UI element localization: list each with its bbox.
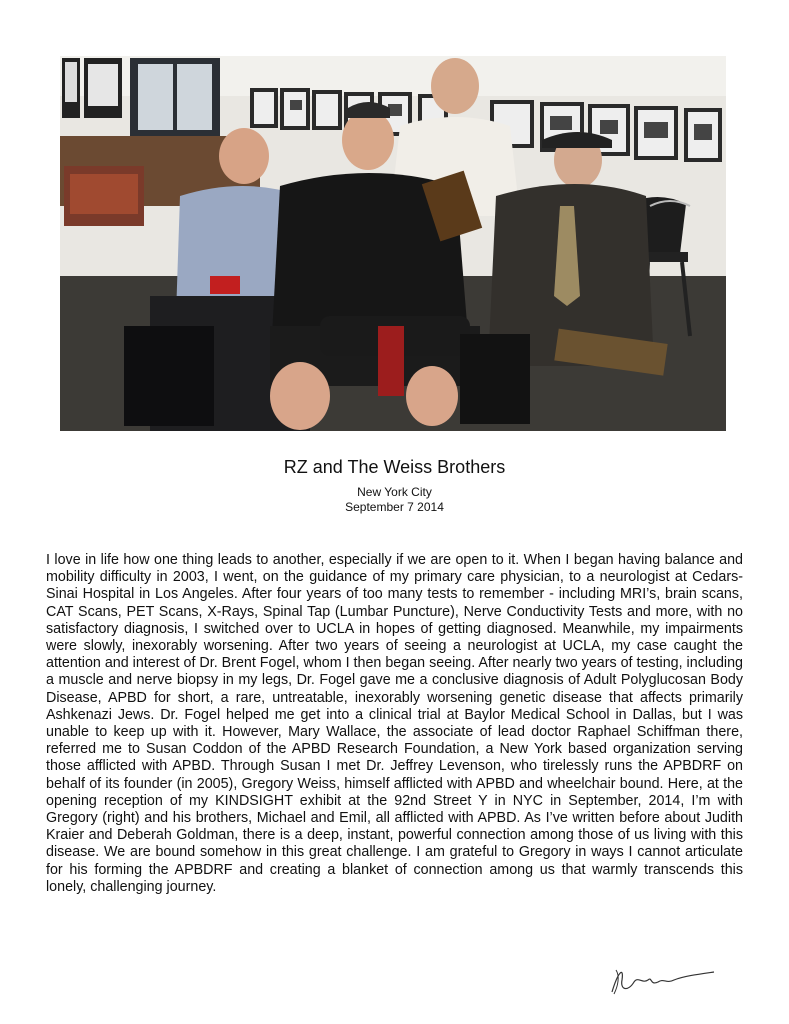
caption-location: New York City — [357, 485, 432, 499]
group-photo — [60, 56, 726, 431]
caption-date: September 7 2014 — [345, 500, 444, 514]
photo-illustration — [60, 56, 726, 431]
caption-title: RZ and The Weiss Brothers — [283, 457, 506, 477]
signature — [604, 962, 716, 996]
body-paragraph: I love in life how one thing leads to another, especially if we are open to it. When I began having balance and mobility difficulty in 2003, I went, on the guidance of my primary care physician, to a neurologist at Cedars-Sinai Hospital in Los Angeles. After four years of too many tests to remember - including MRI’s, brain scans, CAT Scans, PET Scans, X-Rays, Spinal Tap (Lumbar Puncture), Nerve Conductivity Tests and more, with no satisfactory diagnosis, I switched over to UCLA in hopes of getting diagnosed. Meanwhile, my impairments were slowly, inexorably worsening. After two years of seeing a neurologist at UCLA, my case caught the attention and interest of Dr. Brent Fogel, whom I then began seeing. After nearly two years of testing, including a muscle and nerve biopsy in my legs, Dr. Fogel gave me a conclusive diagnosis of Adult Polyglucosan Body Disease, APBD for short, a rare, untreatable, inexorably worsening genetic disease that affects primarily Ashkenazi Jews. Dr. Fogel helped me get into a clinical trial at Baylor Medical School in Dallas, but I was unable to keep up with it. However, Mary Wallace, the associate of lead doctor Raphael Schiffman there, referred me to Susan Coddon of the APBD Research Foundation, a New York based organization serving those afflicted with APBD. Through Susan I met Dr. Jeffrey Levenson, who tirelessly runs the APBDRF on behalf of its founder (in 2005), Gregory Weiss, himself afflicted with APBD and wheelchair bound. Here, at the opening reception of my KINDSIGHT exhibit at the 92nd Street Y in NYC in September, 2014, I’m with Gregory (right) and his brothers, Michael and Emil, all afflicted with APBD. As I’ve written before about Judith Kraier and Deberah Goldman, there is a deep, instant, powerful connection among those of us living with this disease. We are bound somehow in this great challenge. I am grateful to Gregory in ways I cannot articulate for his forming the APBDRF and creating a blanket of connection among us that warmly transcends this lonely, challenging journey. — [46, 552, 743, 895]
